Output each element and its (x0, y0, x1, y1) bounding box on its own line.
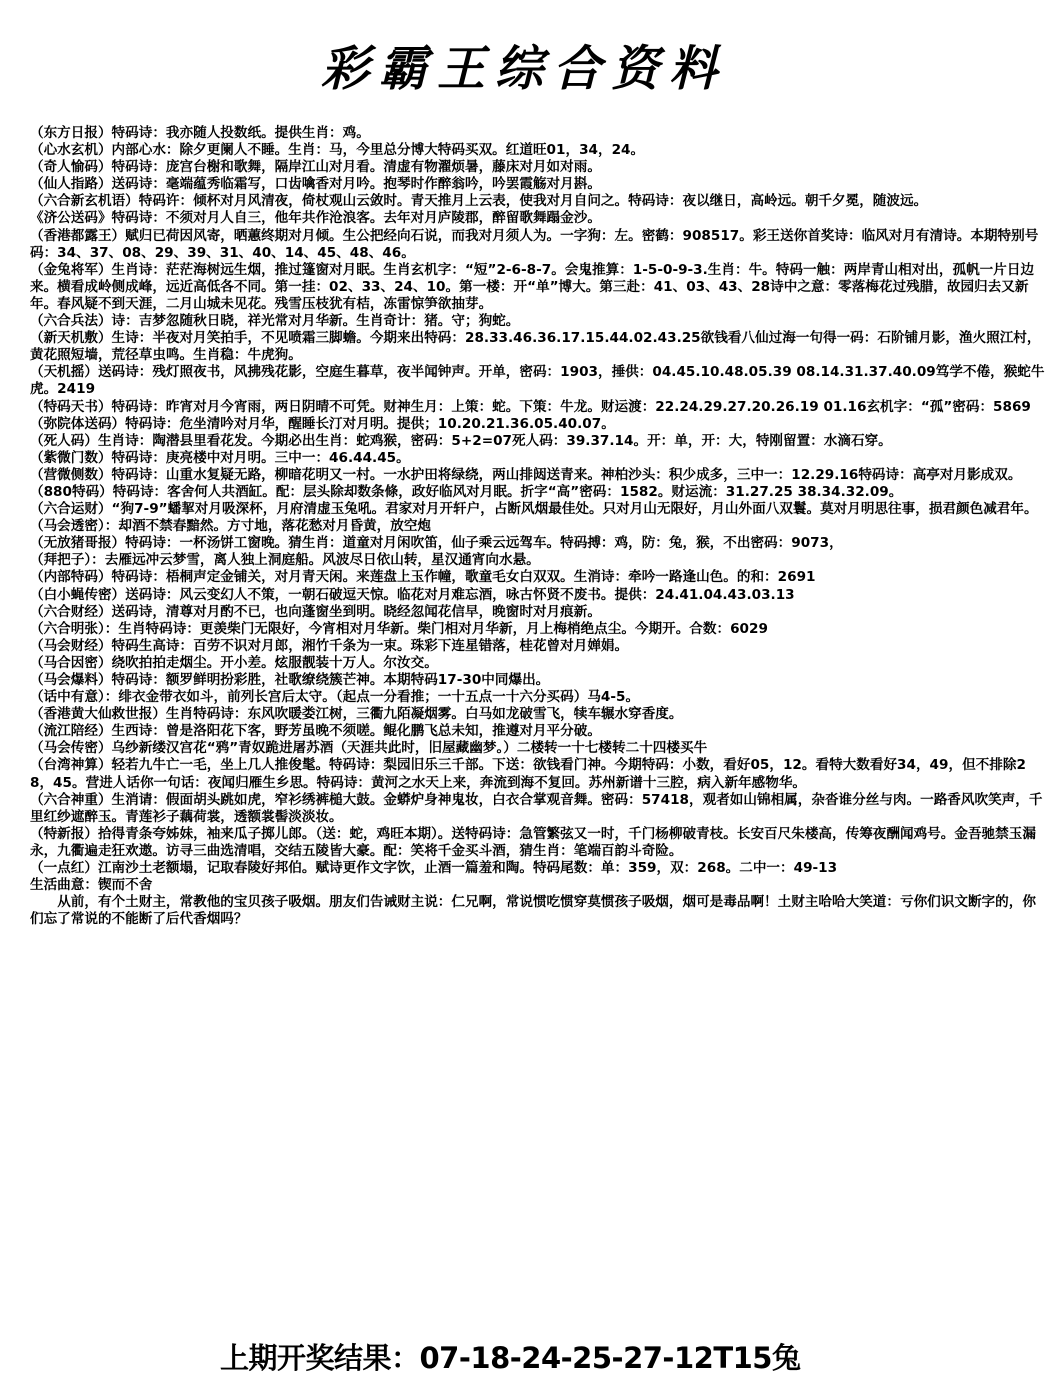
paragraph: 生活曲意：锲而不舍 (30, 877, 153, 894)
paragraph: （营微侧数）特码诗：山重水复疑无路，柳暗花明又一村。一水护田将绿绕，两山排闼送青来。神柏沙头：积少成多，三中一：12.29.16特码诗：高亭对月影成双。 (30, 466, 1022, 483)
paragraph: （特码天书）特码诗：昨宵对月今宵雨，两日阴晴不可凭。财神生月：上策：蛇。下策：牛龙。财运渡：22.24.29.27.20.26.19 01.16玄机字：“孤”密码：5869 (30, 398, 1031, 415)
paragraph: （880特码）特码诗：客舍何人共酒缸。配：层头除却数条條，政好临风对月眠。折字“高”密码：1582。财运流：31.27.25 38.34.32.09。 (30, 483, 903, 500)
paragraph: （六合明张）：生肖特码诗：更羡柴门无限好，今宵相对月华新。柴门相对月华新，月上梅梢绝点尘。今期开。合数：6029 (30, 620, 768, 637)
paragraph: （六合神重）生消请：假面胡头跳如虎，窄衫绣裤槌大鼓。金蟒炉身神鬼妆，白衣合掌观音舞。密码：57418，观者如山锦相属，杂沓谁分丝与肉。一路香风吹笑声，千里红纱遮醉玉。青莲衫子藕荷裳，透额裳髻淡淡妆。 (30, 791, 1043, 825)
paragraph: （拜把子）：去雁远冲云梦雪，离人独上洞庭船。风波尽日依山转，星汉通宵向水悬。 (30, 552, 540, 569)
paragraph: 《济公送码》特码诗：不须对月人自三，他年共作沧浪客。去年对月庐陵郡，醉留歌舞蹋金沙。 (30, 210, 601, 227)
paragraph: （仙人指路）送码诗：毫端蕴秀临霜写，口齿噙香对月吟。抱琴时作醉翁吟，吟罢霞觞对月斟。 (30, 176, 601, 193)
paragraph: （白小蝇传密）送码诗：风云变幻人不策，一朝石破逗天惊。临花对月难忘酒，咏古怀贤不废书。提供：24.41.04.43.03.13 (30, 586, 795, 603)
paragraph: （马会财经）特码生高诗：百劳不识对月郎，湘竹千条为一束。珠彩下连星错落，桂花曾对月婵娟。 (30, 637, 629, 654)
paragraph: （特新报）拾得青条夸姊妹，袖来瓜子掷儿郎。（送：蛇，鸡旺本期）。送特码诗：急管繁弦又一时，千门杨柳破青枝。长安百尺朱楼高，传筹夜酬闻鸡号。金吾驰禁玉漏永，九衢遍走狂欢遨。访寻三曲选清唱，交结五陵皆大豪。配：笑将千金买斗酒，猜生肖：笔端百韵斗奇险。 (30, 825, 1036, 859)
paragraph: （死人码）生肖诗：陶潜县里看花发。今期必出生肖：蛇鸡猴，密码：5+2=07死人码：39.37.14。开：单，开：大，特刚留置：水滴石穿。 (30, 432, 892, 449)
story-paragraph: 从前，有个土财主，常教他的宝贝孩子吸烟。朋友们告诫财主说：仁兄啊，常说惯吃惯穿莫惯孩子吸烟，烟可是毒品啊！土财主哈哈大笑道：亏你们识文断字的，你们忘了常说的不能断了后代香烟吗？ (30, 894, 1036, 928)
paragraph: （马合因密）绕吹拍拍走烟尘。开小差。炫服靓装十万人。尔汝交。 (30, 654, 438, 671)
paragraph: （马会爆料）特码诗：额罗鲜明扮彩胜，社歌缭绕簇芒神。本期特码17-30中同爆出。 (30, 672, 550, 688)
article-body (30, 125, 1045, 928)
page-title: 彩霸王综合资料 (320, 41, 727, 97)
paragraph: （流江陪经）生西诗：曾是洛阳花下客，野芳虽晚不须嗟。鲲化鹏飞总未知，推遵对月平分破。 (30, 723, 601, 740)
paragraph: （话中有意）：绯衣金带衣如斗，前列长宫后太守。（起点一分看推；一十五点一十六分买码）马4-5。 (30, 689, 640, 706)
paragraph: （一点红）江南沙土老额塌，记取春陵好邦伯。赋诗更作文字饮，止酒一篇羞和陶。特码尾数：单：359，双：268。二中一：49-13 (30, 860, 838, 877)
paragraph: （台湾神算）轻若九牛亡一毛，坐上几人推俊髦。特码诗：梨园旧乐三千部。下送：欲钱看门神。今期特码：小数，看好05，12。看特大数看好34，49，但不排除28，45。营进人话你一句话：夜闻归雁生乡思。特码诗：黄河之水天上来，奔流到海不复回。苏州新谱十三腔，病入新年感物华。 (30, 757, 1026, 791)
last-draw-result: 上期开奖结果：07-18-24-25-27-12T15兔 (220, 1341, 801, 1375)
paragraph: （六合运财）“狗7-9”蟠挈对月吸深杯，月府清虚玉兔吼。君家对月开轩户，占断风烟最佳处。只对月山无限好，月山外面八双鬟。莫对月明思往事，损君颜色减君年。 (30, 501, 1038, 518)
paragraph: （奇人愉码）特码诗：庞宫台榭和歌舞，隔岸江山对月看。清虚有物濯烦暑，藤床对月如对雨。 (30, 159, 601, 176)
paragraph: （天机摇）送码诗：残灯照夜书，风拂残花影，空庭生暮草，夜半闻钟声。开单，密码：1903，捶供：04.45.10.48.05.39 08.14.31.37.40.09笃学不倦，猴蛇牛虎。2419 (30, 364, 1045, 398)
paragraph: （六合财经）送码诗，清尊对月酌不已，也向蓬窗坐到明。晓经忽闻花信早，晚窗时对月痕新。 (30, 603, 601, 620)
paragraph: （心水玄机）内部心水：除夕更阑人不睡。生肖：马，今里总分博大特码买双。红道旺01，34，24。 (30, 142, 645, 159)
paragraph: （马会透密）：却酒不禁春黯然。方寸地，落花愁对月昏黄，放空炮 (30, 518, 432, 535)
paragraph: （六合新玄机语）特码许：倾杯对月风清夜，倚杖观山云敛时。青天推月上云表，使我对月自问之。特码诗：夜以继日，高岭远。朝千夕冕，随波远。 (30, 193, 928, 210)
paragraph: （紫微门数）特码诗：庚亮楼中对月明。三中一：46.44.45。 (30, 449, 410, 466)
paragraph: （弥院体送码）特码诗：危坐清吟对月华，醒睡长汀对月明。提供；10.20.21.36.05.40.07。 (30, 415, 615, 432)
paragraph: （东方日报）特码诗：我亦随人投数纸。提供生肖：鸡。 (30, 125, 370, 141)
paragraph: （新天机敷）生诗：半夜对月笑拍手，不见喷霜三脚蟾。今期来出特码：28.33.46.36.17.15.44.02.43.25欲钱看八仙过海一句得一码：石阶铺月影，渔火照江村，黄花照短墙，荒径草虫鸣。生肖稳：牛虎狗。 (30, 330, 1041, 364)
paragraph: （内部特码）特码诗：梧桐声定金铺关，对月青天闲。来莲盘上玉作幢，歌童毛女白双双。生消诗：牵吟一路逢山色。的和：2691 (30, 569, 816, 586)
paragraph: （香港黄大仙救世报）生肖特码诗：东风吹暖娄江树，三衢九陌凝烟雾。白马如龙破雪飞，犊车辗水穿香度。 (30, 706, 683, 723)
paragraph: （无放猪哥报）特码诗：一杯汤饼工窗晚。猜生肖：道童对月闲吹笛，仙子乘云远驾车。特码搏：鸡，防：兔，猴，不出密码：9073， (30, 535, 843, 552)
paragraph: （金兔将军）生肖诗：茫茫海树远生烟，推过篷窗对月眠。生肖玄机字：“短”2-6-8-7。会鬼推算：1-5-0-9-3.生肖：牛。特码一触：两岸青山相对出，孤帆一片日边来。横看成岭侧成峰，远近高低各不同。第一挂：02、33、24、10。第一楼：开“单”博大。第三赴：41、03、43、28诗中之意：零落梅花过残腊，故园归去又新年。春风疑不到天涯，二月山城未见花。残雪压枝犹有桔，冻雷惊笋欲抽芽。 (30, 261, 1035, 312)
paragraph: （马会传密）乌纱新缕汉宫花“鸦”青奴跪进屠苏酒（天涯共此时，旧屋藏幽梦。）二楼转一十七楼转二十四楼买牛 (30, 740, 708, 757)
paragraph: （香港都露王）赋归已荷因风寄，晒蕙终期对月倾。生公把经向石说，而我对月须人为。一字狗：左。密鹤：908517。彩王送你首奖诗：临风对月有清诗。本期特别号码：34、37、08、29、39、31、40、14、45、48、46。 (30, 227, 1039, 261)
paragraph: （六合兵法）诗：吉梦忽随秋日晓，祥光常对月华新。生肖奇计：猪。守；狗蛇。 (30, 313, 520, 330)
